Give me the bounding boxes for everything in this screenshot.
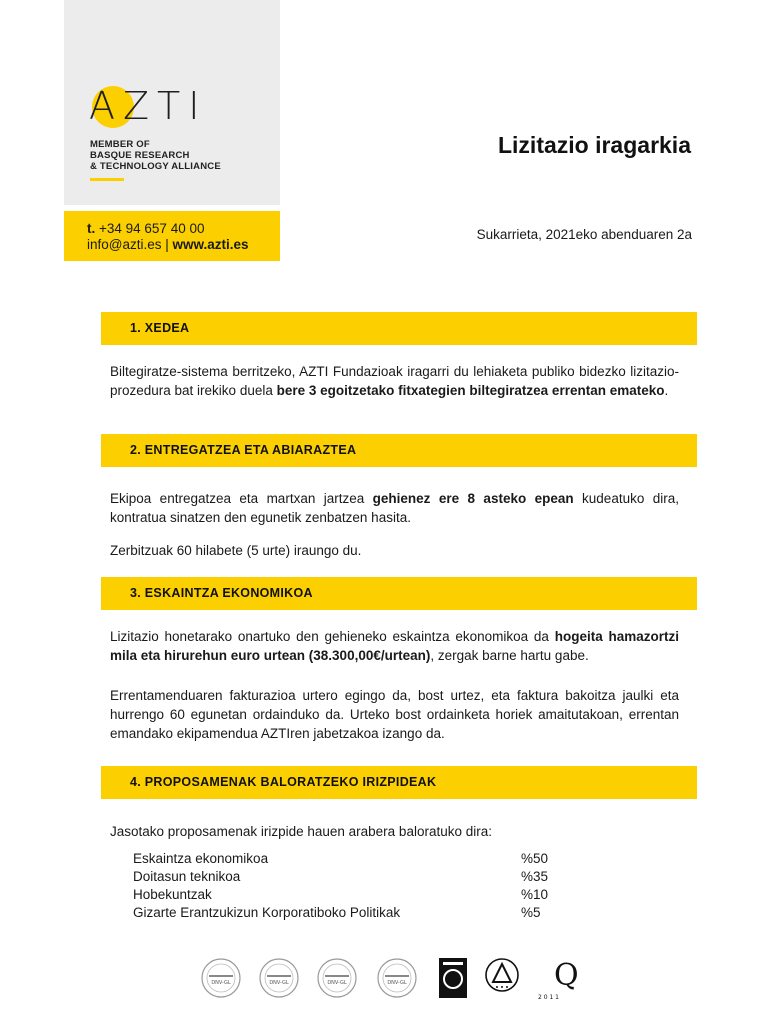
dnv-gl-seal-icon: [316, 957, 358, 999]
email-link[interactable]: info@azti.es: [87, 237, 162, 252]
svg-text:2 0 1 1: 2 0 1 1: [538, 994, 559, 1001]
svg-text:Q: Q: [554, 958, 579, 993]
logo-wordmark: AZTI: [89, 84, 208, 128]
q-quality-icon: [536, 957, 600, 1001]
contact-web: info@azti.es | www.azti.es: [87, 237, 249, 252]
logo-tagline: MEMBER OF BASQUE RESEARCH & TECHNOLOGY ALLIANCE: [90, 139, 221, 172]
management-badge-icon: [438, 957, 468, 999]
logo-underline: [90, 178, 124, 181]
svg-text:DNV-GL: DNV-GL: [211, 980, 231, 986]
section-4-intro: Jasotako proposamenak irizpide hauen arabera baloratuko dira:: [110, 824, 492, 839]
certification-logos: [200, 955, 600, 1003]
section-heading-2: 2. ENTREGATZEA ETA ABIARAZTEA: [101, 434, 697, 467]
section-heading-3: 3. ESKAINTZA EKONOMIKOA: [101, 577, 697, 610]
section-1-paragraph: Biltegiratze-sistema berritzeko, AZTI Fundazioak iragarri du lehiaketa publiko bidezko lizitazio-prozedura bat irekiko duela bere 3 egoitzetako fitxategien biltegiratzea errentan emateko.: [110, 364, 679, 398]
page-title: Lizitazio iragarkia: [497, 132, 691, 158]
criteria-row: Doitasun teknikoa %35: [133, 869, 549, 884]
criteria-row: Eskaintza ekonomikoa %50: [133, 851, 549, 866]
contact-phone: t. +34 94 657 40 00: [87, 221, 205, 236]
website-link[interactable]: www.azti.es: [172, 237, 249, 252]
dnv-gl-seal-icon: [200, 957, 242, 999]
section-heading-1: 1. XEDEA: [101, 312, 697, 345]
dnv-gl-seal-icon: [376, 957, 418, 999]
section-3-paragraph-2: Errentamenduaren fakturazioa urtero egingo da, bost urtez, eta faktura bakoitza jaulki eta hurrengo 60 egunetan ordainduko da. Urteko bost ordainketa horiek amaitutakoan, errentan emandako ekipamendua AZTIren jabetzakoa izango da.: [110, 688, 679, 741]
svg-text:DNV-GL: DNV-GL: [327, 980, 347, 986]
contact-block: [64, 211, 280, 261]
criteria-row: Hobekuntzak %10: [133, 887, 549, 902]
section-heading-4: 4. PROPOSAMENAK BALORATZEKO IRIZPIDEAK: [101, 766, 697, 799]
section-2-paragraph-1: Ekipoa entregatzea eta martxan jartzea gehienez ere 8 asteko epean kudeatuko dira, kontratua sinatzen den egunetik zenbatzen hasita.: [110, 491, 680, 525]
svg-text:DNV-GL: DNV-GL: [387, 980, 407, 986]
dnv-gl-seal-icon: [258, 957, 300, 999]
place-date: Sukarrieta, 2021eko abenduaren 2a: [476, 227, 692, 242]
award-triangle-icon: [484, 957, 520, 995]
logo-block: [64, 0, 280, 205]
svg-text:DNV-GL: DNV-GL: [269, 980, 289, 986]
section-2-paragraph-2: Zerbitzuak 60 hilabete (5 urte) iraungo du.: [110, 543, 362, 558]
criteria-row: Gizarte Erantzukizun Korporatiboko Politikak %5: [133, 905, 541, 920]
section-3-paragraph-1: Lizitazio honetarako onartuko den gehieneko eskaintza ekonomikoa da hogeita hamazortzi mila eta hirurehun euro urtean (38.300,00€/urtean), zergak barne hartu gabe.: [110, 629, 680, 663]
